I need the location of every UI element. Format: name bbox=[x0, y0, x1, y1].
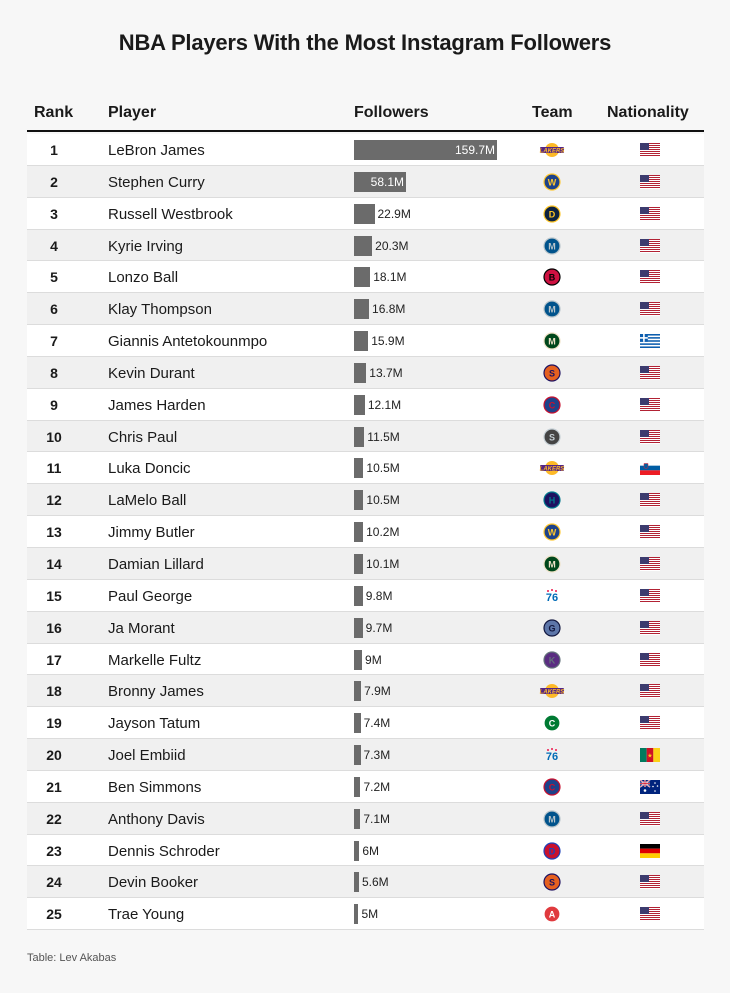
svg-text:C: C bbox=[548, 400, 556, 411]
rank-cell: 3 bbox=[50, 205, 58, 222]
table-row bbox=[27, 389, 704, 421]
usa-flag bbox=[640, 207, 660, 221]
followers-bar bbox=[354, 458, 363, 478]
header-divider bbox=[27, 130, 704, 132]
table-row bbox=[27, 357, 704, 389]
followers-value: 5M bbox=[361, 907, 379, 922]
rank-cell: 5 bbox=[50, 269, 58, 286]
rank-cell: 16 bbox=[46, 619, 62, 636]
followers-bar bbox=[354, 522, 363, 542]
svg-text:LAKERS: LAKERS bbox=[539, 148, 565, 155]
followers-value: 10.5M bbox=[366, 461, 400, 476]
header-followers: Followers bbox=[354, 104, 429, 121]
hornets-logo bbox=[542, 491, 562, 509]
player-name: Luka Doncic bbox=[108, 460, 191, 478]
lakers-logo bbox=[539, 682, 565, 700]
player-name: Bronny James bbox=[108, 683, 204, 701]
player-name: Klay Thompson bbox=[108, 301, 212, 319]
mavericks-logo bbox=[542, 237, 562, 255]
kings-logo bbox=[542, 651, 562, 669]
rank-cell: 10 bbox=[46, 428, 62, 445]
followers-bar bbox=[354, 618, 363, 638]
table-row bbox=[27, 739, 704, 771]
usa-flag bbox=[640, 557, 660, 571]
germany-flag bbox=[640, 844, 660, 858]
followers-value: 58.1M bbox=[370, 174, 405, 189]
lakers-logo bbox=[539, 141, 565, 159]
player-name: Markelle Fultz bbox=[108, 651, 202, 669]
rank-cell: 25 bbox=[46, 906, 62, 923]
followers-value: 10.5M bbox=[366, 493, 400, 508]
player-name: Ja Morant bbox=[108, 619, 175, 637]
usa-flag bbox=[640, 812, 660, 826]
followers-bar bbox=[354, 586, 363, 606]
followers-bar bbox=[354, 777, 360, 797]
table-row bbox=[27, 166, 704, 198]
table-row bbox=[27, 198, 704, 230]
table-row bbox=[27, 803, 704, 835]
table-row bbox=[27, 293, 704, 325]
followers-value: 6M bbox=[362, 843, 380, 858]
table-row bbox=[27, 580, 704, 612]
player-name: Chris Paul bbox=[108, 428, 178, 446]
followers-value: 7.1M bbox=[363, 811, 391, 826]
followers-value: 10.1M bbox=[366, 556, 400, 571]
usa-flag bbox=[640, 302, 660, 316]
rank-cell: 11 bbox=[46, 460, 62, 477]
player-name: Paul George bbox=[108, 587, 193, 605]
hawks-logo bbox=[542, 905, 562, 923]
mavericks-logo bbox=[542, 810, 562, 828]
svg-text:S: S bbox=[548, 877, 556, 888]
player-name: LeBron James bbox=[108, 142, 205, 159]
svg-text:G: G bbox=[548, 622, 556, 633]
followers-value: 13.7M bbox=[369, 365, 403, 380]
usa-flag bbox=[640, 493, 660, 507]
table-row bbox=[27, 452, 704, 484]
table-row bbox=[27, 771, 704, 803]
svg-text:D: D bbox=[548, 845, 556, 856]
svg-text:D: D bbox=[548, 208, 556, 219]
lakers-logo bbox=[539, 459, 565, 477]
svg-text:W: W bbox=[547, 527, 557, 538]
followers-value: 9M bbox=[365, 652, 382, 667]
player-name: Ben Simmons bbox=[108, 778, 202, 796]
player-name: LaMelo Ball bbox=[108, 492, 187, 510]
table-row bbox=[27, 548, 704, 580]
usa-flag bbox=[640, 621, 660, 635]
svg-text:C: C bbox=[548, 718, 556, 729]
greece-flag bbox=[640, 334, 660, 348]
slovenia-flag bbox=[640, 461, 660, 475]
usa-flag bbox=[640, 589, 660, 603]
followers-bar bbox=[354, 681, 361, 701]
svg-text:M: M bbox=[548, 240, 556, 251]
player-name: Anthony Davis bbox=[108, 810, 205, 828]
header-nationality: Nationality bbox=[607, 104, 689, 121]
player-name: Damian Lillard bbox=[108, 555, 204, 573]
usa-flag bbox=[640, 175, 660, 189]
rank-cell: 7 bbox=[50, 333, 58, 350]
followers-bar bbox=[354, 904, 358, 924]
rank-cell: 12 bbox=[46, 492, 62, 509]
followers-value: 159.7M bbox=[454, 143, 495, 157]
mavericks-logo bbox=[542, 300, 562, 318]
followers-value: 7.4M bbox=[363, 716, 391, 731]
followers-value: 18.1M bbox=[373, 270, 407, 285]
player-name: Trae Young bbox=[108, 906, 185, 924]
header-team: Team bbox=[532, 104, 573, 121]
followers-value: 9.7M bbox=[365, 620, 393, 635]
cameroon-flag bbox=[640, 748, 660, 762]
usa-flag bbox=[640, 239, 660, 253]
followers-value: 7.9M bbox=[364, 684, 391, 699]
followers-bar bbox=[354, 650, 362, 670]
rank-cell: 22 bbox=[46, 810, 62, 827]
svg-text:76: 76 bbox=[545, 751, 559, 764]
bucks-logo bbox=[542, 555, 562, 573]
spurs-logo bbox=[542, 428, 562, 446]
player-name: Lonzo Ball bbox=[108, 269, 179, 287]
rank-cell: 17 bbox=[46, 651, 62, 668]
followers-bar bbox=[354, 267, 370, 287]
76ers-logo bbox=[542, 746, 562, 764]
australia-flag bbox=[640, 780, 660, 794]
player-name: Jayson Tatum bbox=[108, 715, 201, 733]
player-name: Jimmy Butler bbox=[108, 524, 195, 542]
svg-text:LAKERS: LAKERS bbox=[539, 689, 565, 696]
followers-value: 16.8M bbox=[372, 302, 406, 317]
warriors-logo bbox=[542, 173, 562, 191]
chart-title: NBA Players With the Most Instagram Followers bbox=[118, 30, 612, 55]
rank-cell: 24 bbox=[46, 874, 62, 891]
player-name: Kyrie Irving bbox=[108, 237, 184, 255]
rank-cell: 2 bbox=[50, 173, 58, 190]
followers-bar bbox=[354, 809, 360, 829]
usa-flag bbox=[640, 430, 660, 444]
usa-flag bbox=[640, 653, 660, 667]
table-row bbox=[27, 230, 704, 262]
rank-cell: 15 bbox=[46, 587, 62, 604]
celtics-logo bbox=[542, 714, 562, 732]
svg-text:H: H bbox=[548, 495, 556, 506]
suns-logo bbox=[542, 364, 562, 382]
svg-text:K: K bbox=[548, 654, 556, 665]
svg-text:M: M bbox=[548, 559, 556, 570]
followers-value: 7.3M bbox=[363, 748, 391, 763]
svg-text:S: S bbox=[548, 368, 556, 379]
table-row bbox=[27, 866, 704, 898]
followers-bar bbox=[354, 331, 368, 351]
rank-cell: 1 bbox=[50, 142, 58, 158]
table-row bbox=[27, 707, 704, 739]
svg-text:A: A bbox=[548, 909, 556, 920]
player-name: Devin Booker bbox=[108, 874, 199, 892]
svg-text:M: M bbox=[548, 336, 556, 347]
followers-value: 9.8M bbox=[365, 588, 393, 603]
svg-text:M: M bbox=[548, 814, 556, 825]
followers-bar bbox=[354, 713, 361, 733]
svg-text:LAKERS: LAKERS bbox=[539, 466, 565, 473]
rank-cell: 19 bbox=[46, 715, 62, 732]
pistons-logo bbox=[542, 842, 562, 860]
svg-text:76: 76 bbox=[545, 591, 559, 604]
svg-text:B: B bbox=[548, 272, 556, 283]
grizzlies-logo bbox=[542, 619, 562, 637]
player-name: Giannis Antetokounmpo bbox=[108, 333, 268, 351]
followers-bar bbox=[354, 236, 372, 256]
followers-value: 20.3M bbox=[375, 238, 409, 253]
table-row bbox=[27, 644, 704, 676]
rank-cell: 23 bbox=[46, 842, 62, 859]
player-name: Stephen Curry bbox=[108, 173, 205, 191]
followers-value: 11.5M bbox=[367, 429, 400, 444]
table-row bbox=[27, 484, 704, 516]
svg-text:M: M bbox=[548, 304, 556, 315]
usa-flag bbox=[640, 684, 660, 698]
nuggets-logo bbox=[542, 205, 562, 223]
svg-text:C: C bbox=[548, 782, 556, 793]
usa-flag bbox=[640, 366, 660, 380]
source-note: Table: Lev Akabas bbox=[27, 952, 117, 964]
followers-value: 15.9M bbox=[371, 334, 405, 349]
rank-cell: 4 bbox=[50, 237, 58, 254]
player-name: Kevin Durant bbox=[108, 364, 195, 382]
svg-text:★: ★ bbox=[647, 753, 653, 760]
rank-cell: 18 bbox=[46, 683, 62, 700]
table-body bbox=[27, 134, 704, 930]
player-name: Dennis Schroder bbox=[108, 842, 220, 860]
followers-bar bbox=[354, 872, 359, 892]
header-rank: Rank bbox=[34, 104, 74, 121]
followers-bar bbox=[354, 841, 359, 861]
followers-value: 5.6M bbox=[362, 875, 389, 890]
rank-cell: 13 bbox=[46, 524, 62, 541]
rank-cell: 21 bbox=[46, 778, 62, 795]
bulls-logo bbox=[542, 268, 562, 286]
followers-bar bbox=[354, 299, 369, 319]
usa-flag bbox=[640, 875, 660, 889]
usa-flag bbox=[640, 525, 660, 539]
table-row bbox=[27, 134, 704, 166]
usa-flag bbox=[640, 398, 660, 412]
76ers-logo bbox=[542, 587, 562, 605]
followers-bar bbox=[354, 554, 363, 574]
table-row bbox=[27, 516, 704, 548]
player-name: Joel Embiid bbox=[108, 747, 186, 765]
header-player: Player bbox=[108, 104, 157, 121]
table-row bbox=[27, 898, 704, 930]
followers-bar bbox=[354, 745, 361, 765]
rank-cell: 14 bbox=[46, 555, 62, 572]
clippers-logo bbox=[542, 778, 562, 796]
followers-bar bbox=[354, 204, 375, 224]
followers-value: 22.9M bbox=[377, 206, 411, 221]
followers-bar bbox=[354, 363, 366, 383]
usa-flag bbox=[640, 143, 660, 157]
followers-bar bbox=[354, 427, 364, 447]
table-row bbox=[27, 835, 704, 867]
suns-logo bbox=[542, 873, 562, 891]
rank-cell: 20 bbox=[46, 747, 62, 764]
rank-cell: 8 bbox=[50, 364, 58, 381]
svg-text:W: W bbox=[547, 177, 557, 188]
svg-text:S: S bbox=[548, 431, 556, 442]
table-row bbox=[27, 261, 704, 293]
usa-flag bbox=[640, 716, 660, 730]
player-name: Russell Westbrook bbox=[108, 205, 233, 223]
rank-cell: 6 bbox=[50, 301, 58, 318]
followers-value: 10.2M bbox=[366, 525, 400, 540]
player-name: James Harden bbox=[108, 396, 206, 414]
followers-value: 12.1M bbox=[367, 397, 402, 412]
usa-flag bbox=[640, 907, 660, 921]
clippers-logo bbox=[542, 396, 562, 414]
table-row bbox=[27, 675, 704, 707]
table-row bbox=[27, 325, 704, 357]
rank-cell: 9 bbox=[50, 396, 58, 413]
bucks-logo bbox=[542, 332, 562, 350]
warriors-logo bbox=[542, 523, 562, 541]
followers-bar bbox=[354, 490, 363, 510]
followers-value: 7.2M bbox=[363, 779, 391, 794]
table-row bbox=[27, 612, 704, 644]
followers-bar bbox=[354, 395, 365, 415]
usa-flag bbox=[640, 270, 660, 284]
table-row bbox=[27, 421, 704, 453]
